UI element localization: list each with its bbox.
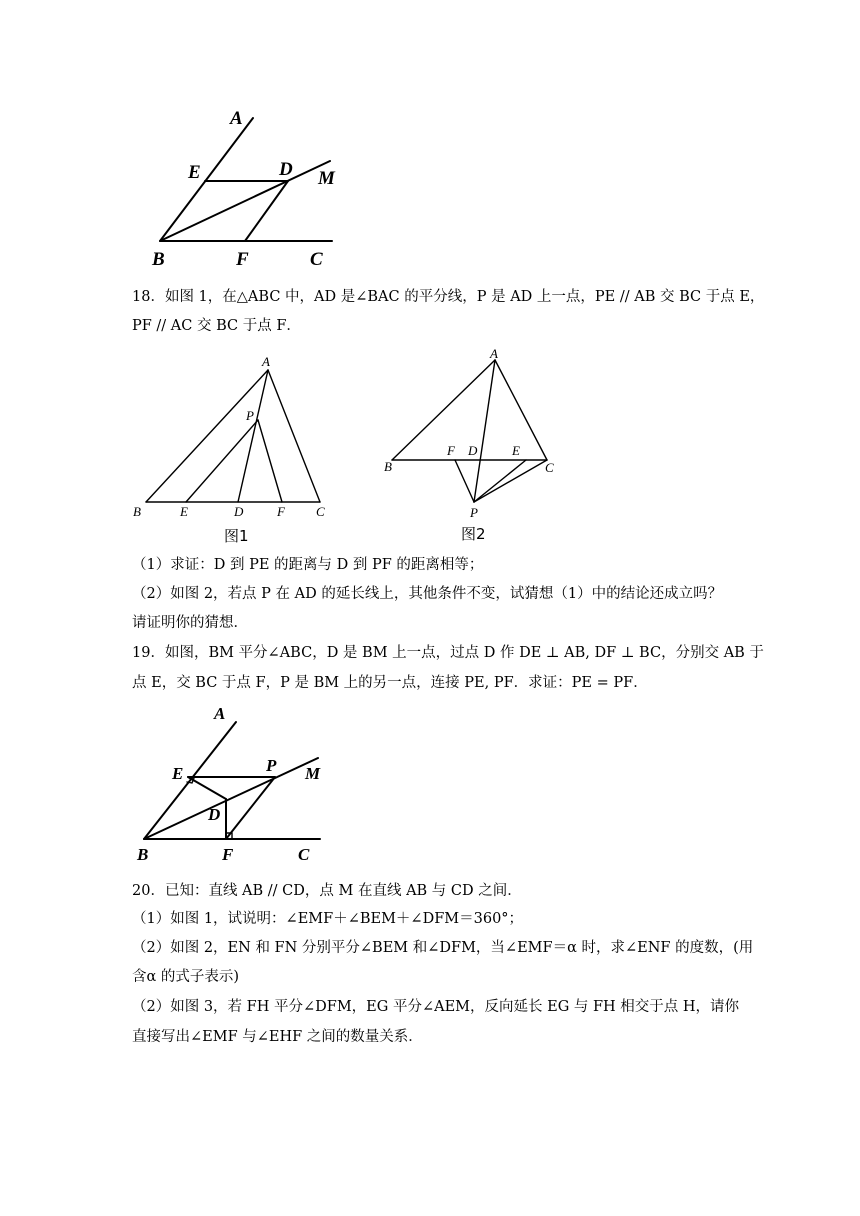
label-E: E bbox=[188, 162, 201, 183]
label-B: B bbox=[152, 249, 165, 270]
fig2-label-E: E bbox=[512, 443, 520, 458]
q20-part3-line2: 直接写出∠EMF 与∠EHF 之间的数量关系． bbox=[132, 1029, 423, 1045]
label-C: C bbox=[310, 249, 323, 270]
q18-figure-1-diagram bbox=[128, 350, 338, 520]
fig19-label-B: B bbox=[137, 845, 149, 864]
q18-part2-line2: 请证明你的猜想． bbox=[132, 615, 248, 631]
q19-line1: 19．如图，BM 平分∠ABC，D 是 BM 上一点，过点 D 作 DE ⊥ AB, DF ⊥ BC，分别交 AB 于 bbox=[132, 645, 764, 661]
q18-figure-2 bbox=[380, 342, 570, 522]
q18-figure-1 bbox=[128, 350, 338, 520]
q19-line2: 点 E，交 BC 于点 F，P 是 BM 上的另一点，连接 PE, PF．求证：PE = PF． bbox=[132, 675, 648, 691]
fig2-label-C: C bbox=[545, 460, 554, 475]
fig19-label-A: A bbox=[214, 704, 226, 723]
label-D: D bbox=[279, 159, 293, 180]
q18-figure-1-caption: 图1 bbox=[224, 527, 249, 545]
fig1-label-B: B bbox=[133, 504, 141, 519]
q20-part2-line1: （2）如图 2，EN 和 FN 分别平分∠BEM 和∠DFM，当∠EMF＝α 时，求∠ENF 的度数，(用 bbox=[132, 940, 754, 956]
fig1-label-A: A bbox=[262, 354, 270, 369]
q20-part3-line1: （2）如图 3，若 FH 平分∠DFM，EG 平分∠AEM，反向延长 EG 与 FH 相交于点 H，请你 bbox=[132, 999, 740, 1015]
fig2-label-A: A bbox=[490, 346, 498, 361]
q18-line2: PF // AC 交 BC 于点 F． bbox=[132, 318, 301, 334]
fig19-label-D: D bbox=[208, 805, 221, 824]
fig1-label-E: E bbox=[180, 504, 188, 519]
fig2-label-F: F bbox=[447, 443, 455, 458]
label-F: F bbox=[236, 249, 249, 270]
q18-line1: 18．如图 1，在△ABC 中，AD 是∠BAC 的平分线，P 是 AD 上一点，PE // AB 交 BC 于点 E， bbox=[132, 289, 765, 305]
fig19-label-E: E bbox=[172, 764, 184, 783]
fig19-label-F: F bbox=[222, 845, 234, 864]
q20-part2-line2: 含α 的式子表示) bbox=[132, 969, 240, 985]
label-A: A bbox=[230, 108, 243, 129]
q18-part1: （1）求证：D 到 PE 的距离与 D 到 PF 的距离相等； bbox=[132, 557, 484, 573]
q18-part2-line1: （2）如图 2，若点 P 在 AD 的延长线上，其他条件不变，试猜想（1）中的结论还成立吗？ bbox=[132, 586, 723, 602]
fig1-label-F: F bbox=[277, 504, 285, 519]
q18-figure-2-diagram bbox=[380, 342, 570, 522]
label-M: M bbox=[318, 168, 335, 189]
fig2-label-D: D bbox=[468, 443, 478, 458]
fig1-label-C: C bbox=[316, 504, 325, 519]
q20-line1: 20．已知：直线 AB // CD，点 M 在直线 AB 与 CD 之间． bbox=[132, 883, 522, 899]
figure-19-diagram bbox=[128, 702, 338, 867]
fig19-label-P: P bbox=[266, 756, 277, 775]
q18-figure-2-caption: 图2 bbox=[461, 525, 486, 543]
fig19-label-C: C bbox=[298, 845, 310, 864]
figure-19 bbox=[128, 702, 338, 867]
fig2-label-B: B bbox=[384, 459, 392, 474]
fig1-label-D: D bbox=[234, 504, 244, 519]
fig2-label-P: P bbox=[470, 505, 478, 520]
q20-part1: （1）如图 1，试说明：∠EMF＋∠BEM＋∠DFM＝360°； bbox=[132, 911, 524, 927]
figure-17 bbox=[140, 100, 350, 275]
figure-17-diagram bbox=[140, 100, 350, 275]
fig19-label-M: M bbox=[305, 764, 321, 783]
fig1-label-P: P bbox=[246, 408, 254, 423]
